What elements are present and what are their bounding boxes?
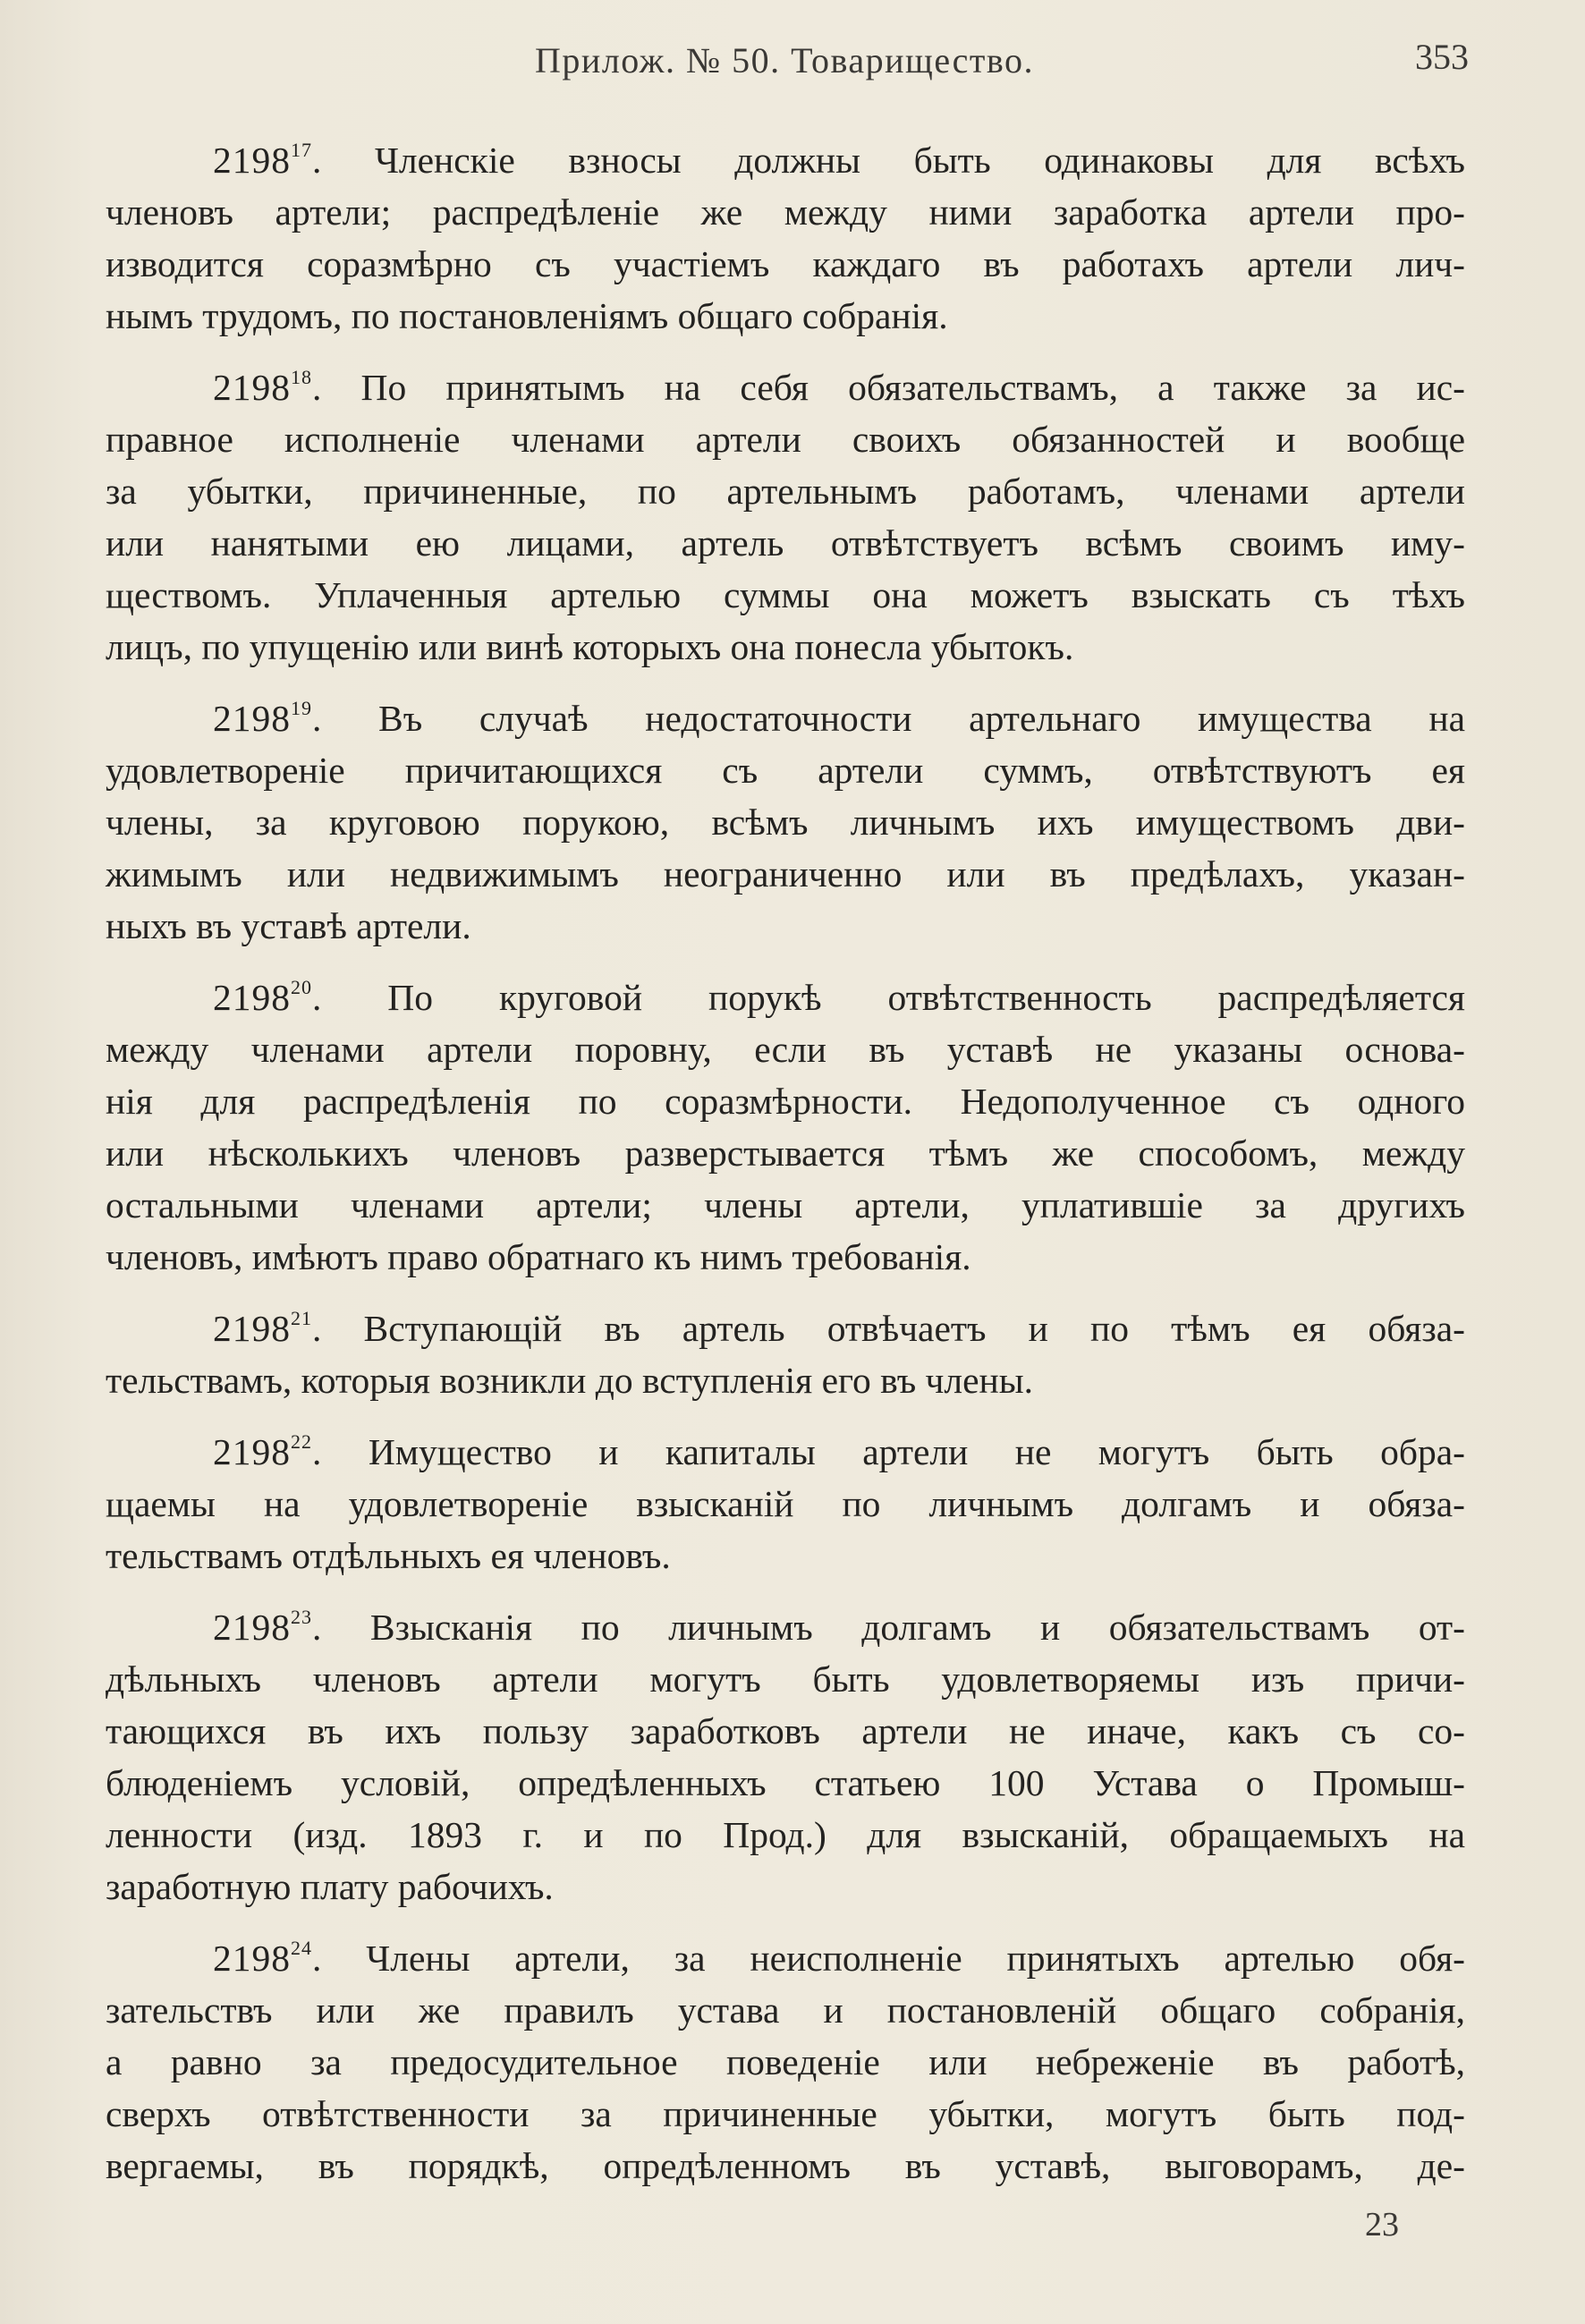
text-line: лицъ, по упущенію или винѣ которыхъ она понесла убытокъ. — [106, 626, 1074, 667]
text-line: правное исполненіе членами артели своихъ обязанностей и вообще — [106, 419, 1465, 460]
text-line: между членами артели поровну, если въ уставѣ не указаны основа- — [106, 1029, 1465, 1070]
article-paragraph — [106, 134, 1465, 342]
article-superscript: 19 — [291, 697, 312, 719]
running-title: Прилож. № 50. Товарищество. — [535, 40, 1034, 81]
article-paragraph — [106, 692, 1465, 952]
text-line: заработную плату рабочихъ. — [106, 1866, 554, 1907]
text-line: 2198$^{21}$. Вступающій въ артель отвѣчаетъ и по тѣмъ ея обяза- — [213, 1307, 1465, 1349]
article-superscript: 24 — [291, 1937, 312, 1959]
text-line: ныхъ въ уставѣ артели. — [106, 905, 471, 946]
text-line: тельствамъ, которыя возникли до вступленія его въ члены. — [106, 1360, 1033, 1401]
text-line: жимымъ или недвижимымъ неограниченно или въ предѣлахъ, указан- — [106, 853, 1465, 895]
article-superscript: 20 — [291, 976, 312, 998]
text-line: изводится соразмѣрно съ участіемъ каждаго въ работахъ артели лич- — [106, 243, 1465, 284]
text-line: 2198$^{19}$. Въ случаѣ недостаточности артельнаго имущества на — [213, 697, 1465, 739]
page-number: 353 — [1415, 37, 1469, 77]
article-number: 2198$^{20}$ — [213, 976, 312, 1018]
article-number: 2198$^{18}$ — [213, 366, 312, 408]
text-line: остальными членами артели; члены артели, уплатившіе за другихъ — [106, 1184, 1465, 1226]
text-line: тельствамъ отдѣльныхъ ея членовъ. — [106, 1535, 671, 1576]
text-line: 2198$^{18}$. По принятымъ на себя обязательствамъ, а также за ис- — [213, 366, 1465, 408]
text-line: 2198$^{24}$. Члены артели, за неисполненіе принятыхъ артелью обя- — [213, 1937, 1465, 1979]
article-superscript: 23 — [291, 1606, 312, 1628]
text-line: тающихся въ ихъ пользу заработковъ артели не иначе, какъ съ со- — [106, 1710, 1465, 1751]
article-paragraph — [106, 361, 1465, 673]
article-paragraph — [106, 1302, 1465, 1406]
article-number: 2198$^{19}$ — [213, 697, 312, 739]
article-number: 2198$^{23}$ — [213, 1606, 312, 1648]
text-line: членовъ, имѣютъ право обратнаго къ нимъ требованія. — [106, 1236, 971, 1277]
signature-mark: 23 — [1365, 2206, 1399, 2243]
text-line: ленности (изд. 1893 г. и по Прод.) для взысканій, обращаемыхъ на — [106, 1814, 1465, 1855]
article-superscript: 18 — [291, 366, 312, 388]
text-line: дѣльныхъ членовъ артели могутъ быть удовлетворяемы изъ причи- — [106, 1658, 1465, 1700]
text-line: а равно за предосудительное поведеніе или небреженіе въ работѣ, — [106, 2041, 1465, 2082]
text-line: или нѣсколькихъ членовъ разверстывается тѣмъ же способомъ, между — [106, 1132, 1465, 1174]
text-line: 2198$^{23}$. Взысканія по личнымъ долгамъ и обязательствамъ от- — [213, 1606, 1465, 1648]
text-line: сверхъ отвѣтственности за причиненные убытки, могутъ быть под- — [106, 2093, 1465, 2134]
article-paragraph — [106, 971, 1465, 1283]
text-line: 2198$^{17}$. Членскіе взносы должны быть одинаковы для всѣхъ — [213, 139, 1465, 181]
text-line: блюденіемъ условій, опредѣленныхъ статьею 100 Устава о Промыш- — [106, 1762, 1465, 1803]
article-paragraph — [106, 1426, 1465, 1582]
text-line: членовъ артели; распредѣленіе же между ними заработка артели про- — [106, 191, 1465, 233]
text-line: ществомъ. Уплаченныя артелью суммы она можетъ взыскать съ тѣхъ — [106, 574, 1465, 615]
text-line: за убытки, причиненные, по артельнымъ работамъ, членами артели — [106, 471, 1465, 512]
running-head — [100, 34, 1469, 88]
text-line: члены, за круговою порукою, всѣмъ личнымъ ихъ имуществомъ дви- — [106, 802, 1465, 843]
article-superscript: 21 — [291, 1307, 312, 1329]
text-line: нія для распредѣленія по соразмѣрности. Недополученное съ одного — [106, 1081, 1465, 1122]
text-line: или нанятыми ею лицами, артель отвѣтствуетъ всѣмъ своимъ иму- — [106, 522, 1465, 564]
text-line: щаемы на удовлетвореніе взысканій по личнымъ долгамъ и обяза- — [106, 1483, 1465, 1524]
text-line: зательствъ или же правилъ устава и постановленій общаго собранія, — [106, 1989, 1465, 2031]
body-text — [106, 134, 1465, 2211]
article-superscript: 22 — [291, 1430, 312, 1453]
article-number: 2198$^{22}$ — [213, 1430, 312, 1472]
article-paragraph — [106, 1932, 1465, 2192]
article-number: 2198$^{17}$ — [213, 139, 312, 181]
text-line: 2198$^{22}$. Имущество и капиталы артели не могутъ быть обра- — [213, 1430, 1465, 1472]
text-line: 2198$^{20}$. По круговой порукѣ отвѣтственность распредѣляется — [213, 976, 1465, 1018]
article-superscript: 17 — [291, 139, 312, 161]
text-line: удовлетвореніе причитающихся съ артели суммъ, отвѣтствуютъ ея — [106, 750, 1465, 791]
article-paragraph — [106, 1601, 1465, 1913]
article-number: 2198$^{21}$ — [213, 1307, 312, 1349]
text-line: нымъ трудомъ, по постановленіямъ общаго собранія. — [106, 295, 948, 336]
article-number: 2198$^{24}$ — [213, 1937, 312, 1979]
text-line: вергаемы, въ порядкѣ, опредѣленномъ въ уставѣ, выговорамъ, де- — [106, 2145, 1465, 2186]
